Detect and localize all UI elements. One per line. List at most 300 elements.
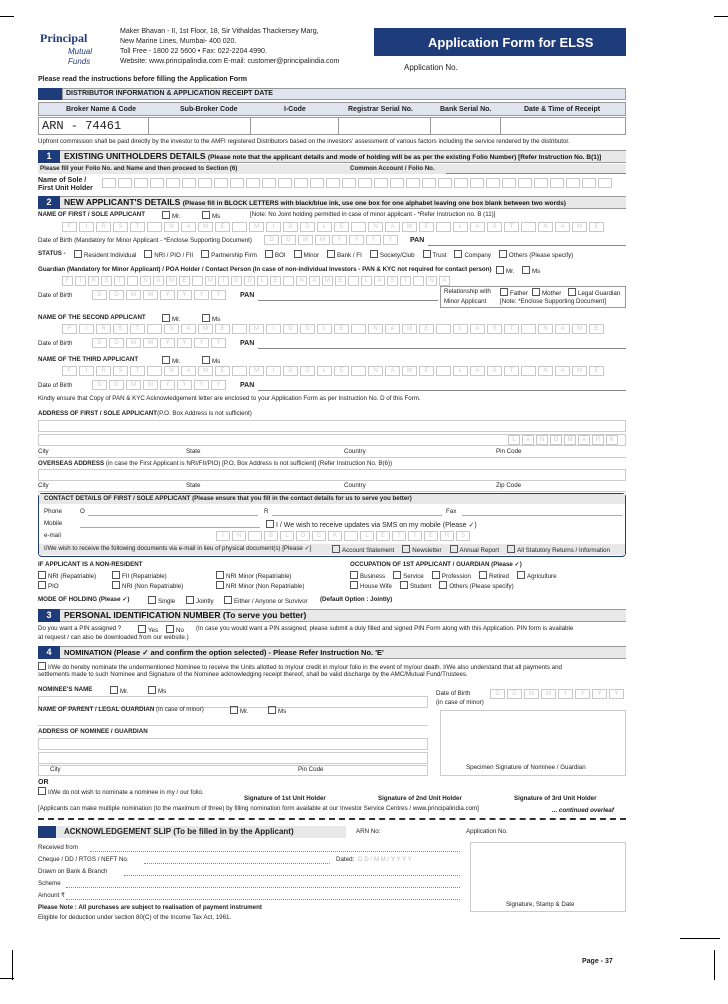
letter-box[interactable]: E (215, 366, 230, 376)
scheme-input[interactable] (66, 887, 460, 888)
letter-box[interactable]: Y (575, 689, 590, 699)
letter-box[interactable] (348, 276, 359, 286)
third-ms-option[interactable]: Ms (200, 356, 220, 365)
third-pan-input[interactable] (258, 390, 626, 391)
letter-box[interactable] (214, 178, 228, 188)
letter-box[interactable]: L (453, 222, 468, 232)
letter-box[interactable] (127, 276, 138, 286)
letter-box[interactable]: E (424, 531, 438, 541)
letter-box[interactable] (232, 324, 247, 334)
letter-box[interactable]: S (113, 366, 128, 376)
letter-box[interactable]: A (385, 366, 400, 376)
pio[interactable]: PIO (36, 581, 59, 590)
status-option[interactable]: Others (Please specify) (497, 250, 573, 259)
letter-box[interactable] (534, 178, 548, 188)
letter-box[interactable]: N (164, 366, 179, 376)
phone-r-input[interactable] (272, 515, 442, 516)
letter-box[interactable] (470, 178, 484, 188)
nri-minor-repat[interactable]: NRI Minor (Repatriable) (214, 571, 291, 580)
letter-box[interactable]: D (231, 276, 242, 286)
letter-box[interactable] (566, 178, 580, 188)
letter-box[interactable]: L (280, 531, 294, 541)
first-ms-option[interactable]: Ms (200, 211, 220, 220)
letter-box[interactable]: M (198, 222, 213, 232)
letter-box[interactable]: M (249, 366, 264, 376)
status-option[interactable]: Bank / FI (325, 250, 362, 259)
letter-box[interactable] (344, 531, 358, 541)
email-doc-option[interactable]: Account Statement (330, 545, 394, 554)
letter-box[interactable]: A (374, 276, 385, 286)
letter-box[interactable]: M (541, 689, 556, 699)
letter-box[interactable]: Y (160, 290, 175, 300)
occupation-option[interactable]: Business (348, 571, 385, 580)
letter-box[interactable]: A (439, 276, 450, 286)
letter-box[interactable]: O (296, 531, 310, 541)
amount-input[interactable] (66, 899, 460, 900)
dist-values-row[interactable] (38, 117, 626, 135)
letter-box[interactable]: S (113, 324, 128, 334)
letter-box[interactable]: D (300, 366, 315, 376)
letter-box[interactable]: D (244, 276, 255, 286)
status-option[interactable]: Minor (292, 250, 319, 259)
letter-box[interactable]: S (101, 276, 112, 286)
letter-box[interactable]: M (572, 222, 587, 232)
nominee-ms[interactable]: Ms (146, 686, 166, 695)
first-pan-input[interactable] (428, 245, 626, 246)
letter-box[interactable]: L (257, 276, 268, 286)
letter-box[interactable]: A (309, 276, 320, 286)
letter-box[interactable]: M (126, 338, 141, 348)
letter-box[interactable]: T (504, 366, 519, 376)
letter-box[interactable]: E (179, 276, 190, 286)
letter-box[interactable]: M (402, 324, 417, 334)
letter-box[interactable] (358, 178, 372, 188)
mother-option[interactable]: Mother (530, 288, 561, 297)
letter-box[interactable] (351, 324, 366, 334)
status-option[interactable]: Resident Individual (72, 250, 136, 259)
letter-box[interactable] (422, 178, 436, 188)
letter-box[interactable]: T (114, 276, 125, 286)
letter-box[interactable]: T (130, 222, 145, 232)
letter-box[interactable]: D (300, 324, 315, 334)
occupation-option[interactable]: House Wife (348, 581, 392, 590)
fax-input[interactable] (462, 515, 622, 516)
letter-box[interactable]: M (572, 366, 587, 376)
letter-box[interactable]: E (589, 324, 604, 334)
letter-box[interactable]: M (143, 338, 158, 348)
letter-box[interactable] (294, 178, 308, 188)
email-doc-option[interactable]: All Statutory Returns / Information (505, 545, 610, 554)
letter-box[interactable]: I (218, 276, 229, 286)
letter-box[interactable]: E (589, 222, 604, 232)
letter-box[interactable]: A (522, 435, 534, 445)
letter-box[interactable] (147, 222, 162, 232)
letter-box[interactable]: E (334, 324, 349, 334)
occupation-option[interactable]: Service (391, 571, 424, 580)
letter-box[interactable]: S (387, 276, 398, 286)
letter-box[interactable]: M (524, 689, 539, 699)
letter-box[interactable]: D (300, 222, 315, 232)
status-option[interactable]: Trust (421, 250, 447, 259)
letter-box[interactable]: D (109, 338, 124, 348)
letter-box[interactable]: T (400, 276, 411, 286)
letter-box[interactable]: N (538, 366, 553, 376)
letter-box[interactable] (518, 178, 532, 188)
mode-either[interactable]: Either / Anyone or Survivor (222, 596, 308, 605)
letter-box[interactable]: D (490, 689, 505, 699)
letter-box[interactable]: N (368, 324, 383, 334)
letter-box[interactable] (326, 178, 340, 188)
letter-box[interactable]: D (264, 235, 279, 245)
letter-box[interactable]: Y (194, 338, 209, 348)
status-option[interactable]: Society/Club (368, 250, 415, 259)
letter-box[interactable]: N (296, 276, 307, 286)
letter-box[interactable] (598, 178, 612, 188)
letter-box[interactable] (413, 276, 424, 286)
received-input[interactable] (90, 851, 460, 852)
letter-box[interactable] (550, 178, 564, 188)
letter-box[interactable] (521, 222, 536, 232)
letter-box[interactable] (342, 178, 356, 188)
letter-box[interactable]: Y (177, 338, 192, 348)
letter-box[interactable]: L (453, 366, 468, 376)
guardian-name-boxes[interactable] (62, 276, 450, 286)
letter-box[interactable]: L (360, 531, 374, 541)
letter-box[interactable]: N (232, 531, 246, 541)
letter-box[interactable] (246, 178, 260, 188)
second-ms-option[interactable]: Ms (200, 314, 220, 323)
letter-box[interactable]: A (555, 366, 570, 376)
letter-box[interactable]: L (317, 222, 332, 232)
nominee-dob-boxes[interactable] (490, 689, 624, 699)
letter-box[interactable]: A (470, 222, 485, 232)
letter-box[interactable]: K (328, 531, 342, 541)
letter-box[interactable]: Y (211, 380, 226, 390)
letter-box[interactable]: B (264, 531, 278, 541)
letter-box[interactable]: A (470, 324, 485, 334)
guardian-dob-boxes[interactable] (92, 290, 226, 300)
letter-box[interactable]: R (440, 531, 454, 541)
letter-box[interactable] (102, 178, 116, 188)
letter-box[interactable] (374, 178, 388, 188)
dated-placeholder[interactable]: D D / M M / Y Y Y Y (358, 856, 412, 863)
drawn-input[interactable] (124, 875, 460, 876)
letter-box[interactable]: C (312, 531, 326, 541)
letter-box[interactable]: S (456, 531, 470, 541)
letter-box[interactable] (406, 178, 420, 188)
letter-box[interactable]: Y (332, 235, 347, 245)
letter-box[interactable]: D (109, 290, 124, 300)
letter-box[interactable]: M (198, 324, 213, 334)
letter-box[interactable]: E (419, 324, 434, 334)
letter-box[interactable]: E (376, 531, 390, 541)
letter-box[interactable] (351, 222, 366, 232)
letter-box[interactable]: Y (160, 380, 175, 390)
address-line-1[interactable] (38, 420, 626, 432)
nominate-text-1[interactable]: I/We do hereby nominate the undermentioned Nominee to receive the Units allotted to my/our credit in my/our folio in the event of my/our death. I/We also understand that all payments and (36, 662, 562, 671)
letter-box[interactable]: M (298, 235, 313, 245)
letter-box[interactable]: E (419, 222, 434, 232)
letter-box[interactable]: M (198, 366, 213, 376)
letter-box[interactable]: M (126, 380, 141, 390)
letter-box[interactable]: E (215, 324, 230, 334)
letter-box[interactable]: L (453, 324, 468, 334)
nominee-address-2[interactable] (38, 752, 428, 764)
letter-box[interactable] (278, 178, 292, 188)
letter-box[interactable]: I (79, 222, 94, 232)
pin-no[interactable]: No (164, 625, 184, 634)
letter-box[interactable]: M (402, 222, 417, 232)
letter-box[interactable]: N (164, 324, 179, 334)
letter-box[interactable] (230, 178, 244, 188)
letter-box[interactable]: M (126, 290, 141, 300)
letter-box[interactable]: D (283, 324, 298, 334)
third-mr-option[interactable]: Mr. (160, 356, 181, 365)
letter-box[interactable]: I (75, 276, 86, 286)
letter-box[interactable] (454, 178, 468, 188)
letter-box[interactable]: R (96, 366, 111, 376)
letter-box[interactable]: A (181, 222, 196, 232)
letter-box[interactable]: L (317, 324, 332, 334)
letter-box[interactable]: N (164, 222, 179, 232)
nri-nonrepat[interactable]: NRI (Non Repatriable) (110, 581, 183, 590)
letter-box[interactable]: E (215, 222, 230, 232)
letter-box[interactable]: A (555, 324, 570, 334)
letter-box[interactable]: S (487, 324, 502, 334)
status-option[interactable]: Partnership Firm (199, 250, 257, 259)
letter-box[interactable] (521, 324, 536, 334)
letter-box[interactable]: F (62, 276, 73, 286)
letter-box[interactable] (248, 531, 262, 541)
first-name-boxes[interactable] (62, 222, 604, 232)
third-name-boxes[interactable] (62, 366, 604, 376)
legal-guardian-option[interactable]: Legal Guardian (566, 288, 620, 297)
letter-box[interactable]: S (487, 222, 502, 232)
letter-box[interactable]: I (266, 324, 281, 334)
letter-box[interactable] (436, 324, 451, 334)
second-pan-input[interactable] (258, 348, 626, 349)
letter-box[interactable]: Y (211, 338, 226, 348)
overseas-line-1[interactable] (38, 469, 626, 481)
letter-box[interactable]: D (92, 338, 107, 348)
letter-box[interactable]: N (368, 222, 383, 232)
letter-box[interactable]: E (335, 276, 346, 286)
letter-box[interactable]: A (578, 435, 590, 445)
nri-minor-nonrepat[interactable]: NRI Minor (Non Repatriable) (214, 581, 304, 590)
letter-box[interactable]: A (181, 366, 196, 376)
letter-box[interactable]: D (550, 435, 562, 445)
letter-box[interactable]: D (283, 222, 298, 232)
letter-box[interactable]: Y (194, 380, 209, 390)
letter-box[interactable]: Y (609, 689, 624, 699)
sms-option[interactable]: I / We wish to receive updates via SMS on my mobile (Please ✓) (264, 520, 477, 529)
guardian-mr-option[interactable]: Mr. (494, 266, 515, 275)
letter-box[interactable] (582, 178, 596, 188)
letter-box[interactable]: M (322, 276, 333, 286)
status-option[interactable]: Company (452, 250, 490, 259)
letter-box[interactable] (486, 178, 500, 188)
letter-box[interactable]: I (79, 366, 94, 376)
letter-box[interactable]: D (92, 380, 107, 390)
mobile-input[interactable] (80, 527, 260, 528)
letter-box[interactable]: L (317, 366, 332, 376)
letter-box[interactable]: T (504, 222, 519, 232)
letter-box[interactable]: K (606, 435, 618, 445)
email-docs-options[interactable] (330, 545, 610, 554)
letter-box[interactable]: F (62, 324, 77, 334)
second-mr-option[interactable]: Mr. (160, 314, 181, 323)
letter-box[interactable] (198, 178, 212, 188)
guardian-pan-input[interactable] (258, 300, 438, 301)
email-boxes[interactable] (216, 531, 470, 541)
letter-box[interactable] (232, 366, 247, 376)
letter-box[interactable]: R (96, 222, 111, 232)
letter-box[interactable]: M (564, 435, 576, 445)
letter-box[interactable]: D (283, 366, 298, 376)
letter-box[interactable]: M (143, 290, 158, 300)
letter-box[interactable]: F (62, 366, 77, 376)
letter-box[interactable]: Y (592, 689, 607, 699)
letter-box[interactable]: T (408, 531, 422, 541)
city-state-row[interactable] (38, 447, 626, 458)
letter-box[interactable]: A (153, 276, 164, 286)
letter-box[interactable] (134, 178, 148, 188)
letter-box[interactable]: M (143, 380, 158, 390)
letter-box[interactable] (118, 178, 132, 188)
letter-box[interactable]: M (205, 276, 216, 286)
folio-no-input[interactable] (446, 164, 626, 174)
mode-single[interactable]: Single (146, 596, 175, 605)
letter-box[interactable]: A (181, 324, 196, 334)
letter-box[interactable]: E (589, 366, 604, 376)
occupation-option[interactable]: Student (398, 581, 431, 590)
occupation-option[interactable]: Others (Please specify) (437, 581, 513, 590)
email-doc-option[interactable]: Annual Report (448, 545, 500, 554)
letter-box[interactable]: Y (366, 235, 381, 245)
occupation-option[interactable]: Agriculture (515, 571, 557, 580)
parent-mr[interactable]: Mr. (228, 706, 249, 715)
letter-box[interactable] (436, 222, 451, 232)
letter-box[interactable] (390, 178, 404, 188)
letter-box[interactable] (147, 366, 162, 376)
letter-box[interactable]: Y (194, 290, 209, 300)
overseas-city-row[interactable] (38, 481, 626, 492)
letter-box[interactable]: I (266, 222, 281, 232)
nominee-mr[interactable]: Mr. (108, 686, 129, 695)
occupation-option[interactable]: Retired (477, 571, 509, 580)
letter-box[interactable]: Y (211, 290, 226, 300)
letter-box[interactable] (262, 178, 276, 188)
letter-box[interactable]: M (249, 222, 264, 232)
letter-box[interactable]: R (592, 435, 604, 445)
mode-jointly[interactable]: Jointly (184, 596, 214, 605)
letter-box[interactable]: N (538, 324, 553, 334)
cheque-input[interactable] (144, 863, 330, 864)
letter-box[interactable]: I (216, 531, 230, 541)
letter-box[interactable]: Y (177, 290, 192, 300)
letter-box[interactable]: E (270, 276, 281, 286)
letter-box[interactable] (150, 178, 164, 188)
letter-box[interactable] (166, 178, 180, 188)
letter-box[interactable]: D (109, 380, 124, 390)
letter-box[interactable]: T (130, 324, 145, 334)
letter-box[interactable] (232, 222, 247, 232)
status-option[interactable]: BOI (263, 250, 286, 259)
letter-box[interactable]: N (368, 366, 383, 376)
letter-box[interactable]: S (113, 222, 128, 232)
letter-box[interactable]: A (470, 366, 485, 376)
letter-box[interactable]: E (334, 366, 349, 376)
letter-box[interactable]: T (504, 324, 519, 334)
letter-box[interactable]: M (572, 324, 587, 334)
letter-box[interactable]: F (62, 222, 77, 232)
letter-box[interactable]: R (96, 324, 111, 334)
letter-box[interactable] (147, 324, 162, 334)
letter-box[interactable] (192, 276, 203, 286)
letter-box[interactable]: A (555, 222, 570, 232)
second-dob-boxes[interactable] (92, 338, 226, 348)
letter-box[interactable]: D (507, 689, 522, 699)
fii-repat[interactable]: FII (Repatriable) (110, 571, 167, 580)
letter-box[interactable]: Y (160, 338, 175, 348)
nominee-address-1[interactable] (38, 738, 428, 750)
letter-box[interactable] (182, 178, 196, 188)
letter-box[interactable]: M (402, 366, 417, 376)
letter-box[interactable]: Y (383, 235, 398, 245)
letter-box[interactable]: I (79, 324, 94, 334)
nri-repat[interactable]: NRI (Repatriable) (36, 571, 96, 580)
letter-box[interactable] (436, 366, 451, 376)
letter-box[interactable]: Y (349, 235, 364, 245)
letter-box[interactable]: M (166, 276, 177, 286)
parent-ms[interactable]: Ms (266, 706, 286, 715)
email-doc-option[interactable]: Newsletter (400, 545, 441, 554)
letter-box[interactable]: S (487, 366, 502, 376)
no-nominate-option[interactable]: I/We do not wish to nominate a nominee in my / our folio. (36, 787, 204, 796)
letter-box[interactable]: A (385, 324, 400, 334)
first-dob-boxes[interactable] (264, 235, 398, 245)
letter-box[interactable]: M (249, 324, 264, 334)
letter-box[interactable]: M (315, 235, 330, 245)
letter-box[interactable]: Y (177, 380, 192, 390)
status-options[interactable] (72, 250, 573, 259)
parent-name-input[interactable] (38, 716, 428, 726)
letter-box[interactable]: N (140, 276, 151, 286)
letter-box[interactable]: N (538, 222, 553, 232)
letter-box[interactable]: T (130, 366, 145, 376)
existing-name-boxes[interactable] (102, 178, 612, 188)
first-mr-option[interactable]: Mr. (160, 211, 181, 220)
letter-box[interactable]: E (419, 366, 434, 376)
letter-box[interactable]: L (361, 276, 372, 286)
letter-box[interactable]: Y (558, 689, 573, 699)
occupation-option[interactable]: Profession (430, 571, 471, 580)
nominee-city-row[interactable] (38, 765, 428, 776)
phone-o-input[interactable] (88, 515, 258, 516)
occupation-row-2[interactable] (348, 581, 514, 590)
letter-box[interactable] (283, 276, 294, 286)
letter-box[interactable]: T (392, 531, 406, 541)
letter-box[interactable] (502, 178, 516, 188)
second-name-boxes[interactable] (62, 324, 604, 334)
letter-box[interactable]: D (281, 235, 296, 245)
letter-box[interactable]: D (92, 290, 107, 300)
letter-box[interactable]: L (508, 435, 520, 445)
letter-box[interactable]: N (536, 435, 548, 445)
letter-box[interactable] (310, 178, 324, 188)
letter-box[interactable]: N (426, 276, 437, 286)
letter-box[interactable]: A (385, 222, 400, 232)
